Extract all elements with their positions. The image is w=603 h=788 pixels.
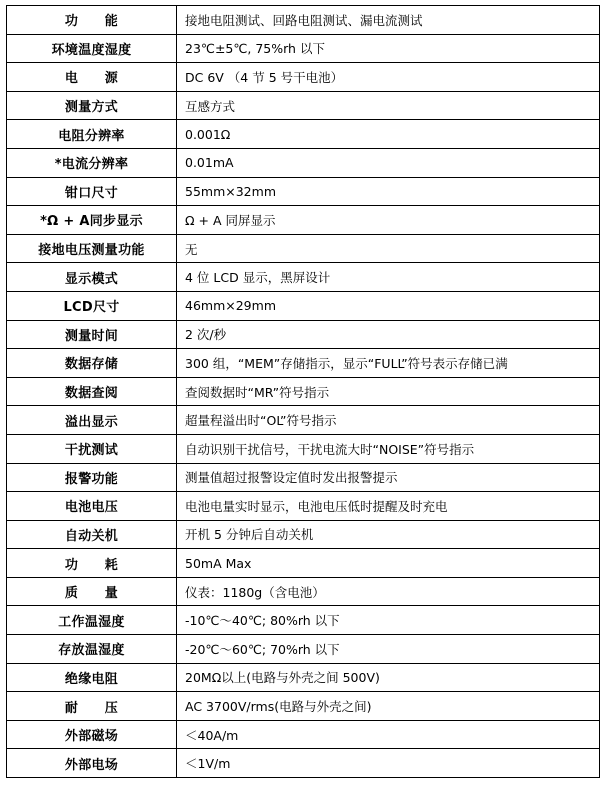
- spec-row: [7, 234, 600, 263]
- spec-value: ＜40A/m: [177, 720, 600, 749]
- spec-value: Ω + A 同屏显示: [177, 206, 600, 235]
- spec-value: -10℃～40℃; 80%rh 以下: [177, 606, 600, 635]
- spec-label: 质 量: [7, 577, 177, 606]
- spec-label: 钳口尺寸: [7, 177, 177, 206]
- spec-row: [7, 263, 600, 292]
- spec-value: 自动识别干扰信号，干扰电流大时“NOISE”符号指示: [177, 434, 600, 463]
- spec-row: [7, 749, 600, 778]
- spec-value: 无: [177, 234, 600, 263]
- spec-row: [7, 463, 600, 492]
- spec-value: ＜1V/m: [177, 749, 600, 778]
- spec-value: 23℃±5℃, 75%rh 以下: [177, 34, 600, 63]
- spec-label: 电阻分辨率: [7, 120, 177, 149]
- spec-label: 工作温湿度: [7, 606, 177, 635]
- spec-label: 功 耗: [7, 549, 177, 578]
- spec-row: [7, 406, 600, 435]
- spec-value: 2 次/秒: [177, 320, 600, 349]
- spec-row: [7, 320, 600, 349]
- spec-row: [7, 349, 600, 378]
- spec-row: [7, 148, 600, 177]
- spec-table-body: [7, 6, 600, 778]
- spec-value: 仪表：1180g（含电池）: [177, 577, 600, 606]
- spec-row: [7, 434, 600, 463]
- spec-label: 耐 压: [7, 692, 177, 721]
- spec-label: 溢出显示: [7, 406, 177, 435]
- spec-value: -20℃～60℃; 70%rh 以下: [177, 635, 600, 664]
- spec-label: 报警功能: [7, 463, 177, 492]
- spec-label: 数据存储: [7, 349, 177, 378]
- spec-row: [7, 577, 600, 606]
- spec-value: 0.001Ω: [177, 120, 600, 149]
- spec-row: [7, 120, 600, 149]
- spec-label: 接地电压测量功能: [7, 234, 177, 263]
- spec-row: [7, 492, 600, 521]
- spec-label: LCD尺寸: [7, 291, 177, 320]
- spec-row: [7, 549, 600, 578]
- spec-value: 电池电量实时显示，电池电压低时提醒及时充电: [177, 492, 600, 521]
- spec-value: 300 组，“MEM”存储指示，显示“FULL”符号表示存储已满: [177, 349, 600, 378]
- spec-value: 46mm×29mm: [177, 291, 600, 320]
- spec-row: [7, 206, 600, 235]
- spec-label: 显示模式: [7, 263, 177, 292]
- spec-row: [7, 663, 600, 692]
- spec-label: 电池电压: [7, 492, 177, 521]
- spec-value: 4 位 LCD 显示，黑屏设计: [177, 263, 600, 292]
- spec-label: 测量方式: [7, 91, 177, 120]
- spec-row: [7, 606, 600, 635]
- spec-value: 互感方式: [177, 91, 600, 120]
- spec-value: 50mA Max: [177, 549, 600, 578]
- spec-label: *电流分辨率: [7, 148, 177, 177]
- spec-value: 0.01mA: [177, 148, 600, 177]
- spec-label: 存放温湿度: [7, 635, 177, 664]
- spec-label: 自动关机: [7, 520, 177, 549]
- spec-value: AC 3700V/rms(电路与外壳之间): [177, 692, 600, 721]
- spec-label: 环境温度湿度: [7, 34, 177, 63]
- spec-row: [7, 291, 600, 320]
- spec-value: 开机 5 分钟后自动关机: [177, 520, 600, 549]
- spec-row: [7, 692, 600, 721]
- spec-value: 接地电阻测试、回路电阻测试、漏电流测试: [177, 6, 600, 35]
- spec-label: 外部电场: [7, 749, 177, 778]
- spec-row: [7, 63, 600, 92]
- spec-label: 功 能: [7, 6, 177, 35]
- spec-value: 55mm×32mm: [177, 177, 600, 206]
- spec-label: *Ω + A同步显示: [7, 206, 177, 235]
- spec-value: 20MΩ以上(电路与外壳之间 500V): [177, 663, 600, 692]
- spec-label: 干扰测试: [7, 434, 177, 463]
- spec-label: 数据查阅: [7, 377, 177, 406]
- spec-row: [7, 34, 600, 63]
- spec-row: [7, 6, 600, 35]
- spec-label: 绝缘电阻: [7, 663, 177, 692]
- spec-table: [6, 5, 600, 778]
- spec-row: [7, 635, 600, 664]
- spec-label: 外部磁场: [7, 720, 177, 749]
- spec-value: 测量值超过报警设定值时发出报警提示: [177, 463, 600, 492]
- spec-row: [7, 91, 600, 120]
- spec-row: [7, 377, 600, 406]
- spec-label: 电 源: [7, 63, 177, 92]
- spec-row: [7, 720, 600, 749]
- spec-value: 查阅数据时“MR”符号指示: [177, 377, 600, 406]
- spec-value: DC 6V （4 节 5 号干电池）: [177, 63, 600, 92]
- spec-row: [7, 177, 600, 206]
- spec-value: 超量程溢出时“OL”符号指示: [177, 406, 600, 435]
- spec-label: 测量时间: [7, 320, 177, 349]
- spec-row: [7, 520, 600, 549]
